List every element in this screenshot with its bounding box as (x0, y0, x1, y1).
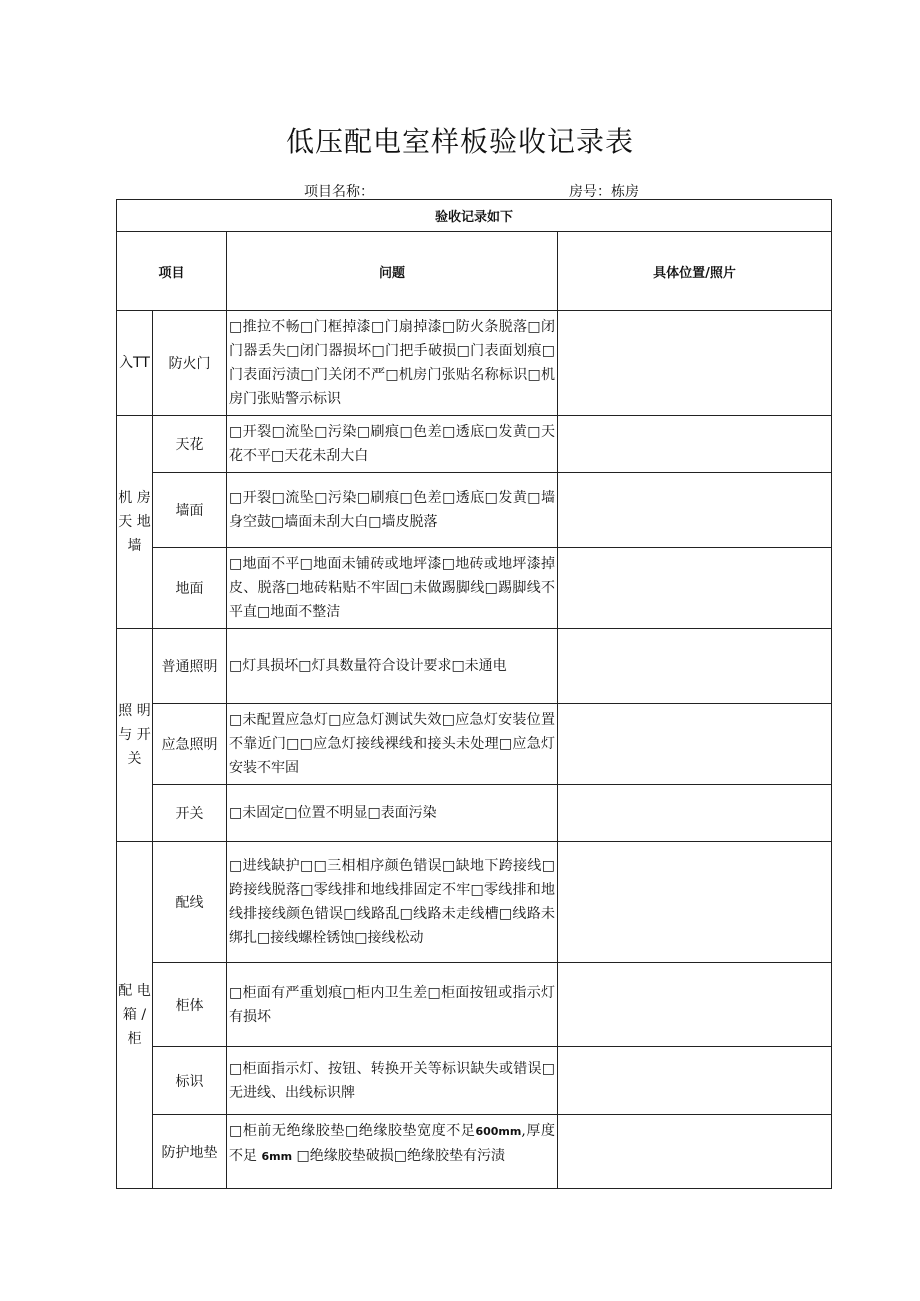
item-cell: 配线 (153, 842, 227, 963)
issue-cell: □灯具损坏□灯具数量符合设计要求□未通电 (227, 629, 558, 704)
project-name-label: 项目名称： (304, 184, 374, 200)
category-label: 配 电 (118, 983, 151, 999)
table-row (117, 704, 832, 785)
location-photo-cell[interactable] (558, 842, 832, 963)
category-label: 墙 (127, 538, 142, 554)
location-photo-cell[interactable] (558, 416, 832, 473)
item-cell: 应急照明 (153, 704, 227, 785)
issue-width-value: 600mm (475, 1125, 522, 1138)
issue-cell: □进线缺护□□三相相序颜色错误□缺地下跨接线□跨接线脱落□零线排和地线排固定不牢□零线排和地线排接线颜色错误□线路乱□线路未走线槽□线路未绑扎□接线螺栓锈蚀□接线松动 (227, 842, 558, 963)
location-photo-cell[interactable] (558, 311, 832, 416)
issue-thickness-value: 6mm (261, 1150, 293, 1163)
inspection-table (116, 199, 832, 1189)
table-row (117, 963, 832, 1047)
table-row (117, 629, 832, 704)
header-location-photo: 具体位置/照片 (558, 232, 832, 311)
item-cell: 柜体 (153, 963, 227, 1047)
issue-cell: □推拉不畅□门框掉漆□门扇掉漆□防火条脱落□闭门器丢失□闭门器损坏□门把手破损□门表面划痕□门表面污渍□门关闭不严□机房门张贴名称标识□机房门张贴警示标识 (227, 311, 558, 416)
table-row (117, 473, 832, 548)
category-label: 柜 (127, 1031, 142, 1047)
issue-cell: □地面不平□地面未铺砖或地坪漆□地砖或地坪漆掉皮、脱落□地砖粘贴不牢固□未做踢脚线□踢脚线不平直□地面不整洁 (227, 548, 558, 629)
issue-cell: □未配置应急灯□应急灯测试失效□应急灯安装位置不靠近门□□应急灯接线裸线和接头未处理□应急灯安装不牢固 (227, 704, 558, 785)
table-row (117, 842, 832, 963)
category-label: 天 地 (118, 514, 151, 530)
location-photo-cell[interactable] (558, 785, 832, 842)
category-label: 机 房 (118, 490, 151, 506)
issue-text: ,厚度不足 (229, 1123, 555, 1164)
issue-cell: □柜面有严重划痕□柜内卫生差□柜面按钮或指示灯有损坏 (227, 963, 558, 1047)
header-item: 项目 (117, 232, 227, 311)
category-cell (117, 629, 153, 842)
table-row (117, 311, 832, 416)
category-cell (117, 416, 153, 629)
item-cell: 标识 (153, 1047, 227, 1115)
issue-cell: □开裂□流坠□污染□刷痕□色差□透底□发黄□墙身空鼓□墙面未刮大白□墙皮脱落 (227, 473, 558, 548)
page-title: 低压配电室样板验收记录表 (285, 125, 634, 158)
category-label: 与 开 (118, 727, 151, 743)
category-cell (117, 842, 153, 1189)
location-photo-cell[interactable] (558, 473, 832, 548)
category-label: 关 (127, 751, 142, 767)
location-photo-cell[interactable] (558, 963, 832, 1047)
table-caption: 验收记录如下 (117, 200, 832, 232)
location-photo-cell[interactable] (558, 629, 832, 704)
item-cell: 普通照明 (153, 629, 227, 704)
location-photo-cell[interactable] (558, 1115, 832, 1189)
issue-cell: □开裂□流坠□污染□刷痕□色差□透底□发黄□天花不平□天花未刮大白 (227, 416, 558, 473)
category-label: 箱 / (122, 1007, 147, 1023)
item-cell: 开关 (153, 785, 227, 842)
issue-text: □绝缘胶垫破损□绝缘胶垫有污渍 (296, 1148, 505, 1164)
issue-cell: □未固定□位置不明显□表面污染 (227, 785, 558, 842)
caption-row (117, 200, 832, 232)
room-number-label: 房号：栋房 (569, 184, 639, 200)
table-row (117, 416, 832, 473)
table-row (117, 785, 832, 842)
table-row (117, 548, 832, 629)
category-label: 照 明 (118, 703, 151, 719)
item-cell: 墙面 (153, 473, 227, 548)
location-photo-cell[interactable] (558, 548, 832, 629)
header-row (117, 232, 832, 311)
item-cell: 天花 (153, 416, 227, 473)
header-issue: 问题 (227, 232, 558, 311)
category-cell (117, 311, 153, 416)
category-label: 入TT (119, 355, 150, 371)
item-cell: 防护地垫 (153, 1115, 227, 1189)
table-row (117, 1047, 832, 1115)
location-photo-cell[interactable] (558, 704, 832, 785)
issue-cell (227, 1115, 558, 1189)
location-photo-cell[interactable] (558, 1047, 832, 1115)
table-row (117, 1115, 832, 1189)
item-cell: 防火门 (153, 311, 227, 416)
item-cell: 地面 (153, 548, 227, 629)
issue-cell: □柜面指示灯、按钮、转换开关等标识缺失或错误□无进线、出线标识牌 (227, 1047, 558, 1115)
issue-text: □柜前无绝缘胶垫□绝缘胶垫宽度不足 (229, 1123, 476, 1139)
